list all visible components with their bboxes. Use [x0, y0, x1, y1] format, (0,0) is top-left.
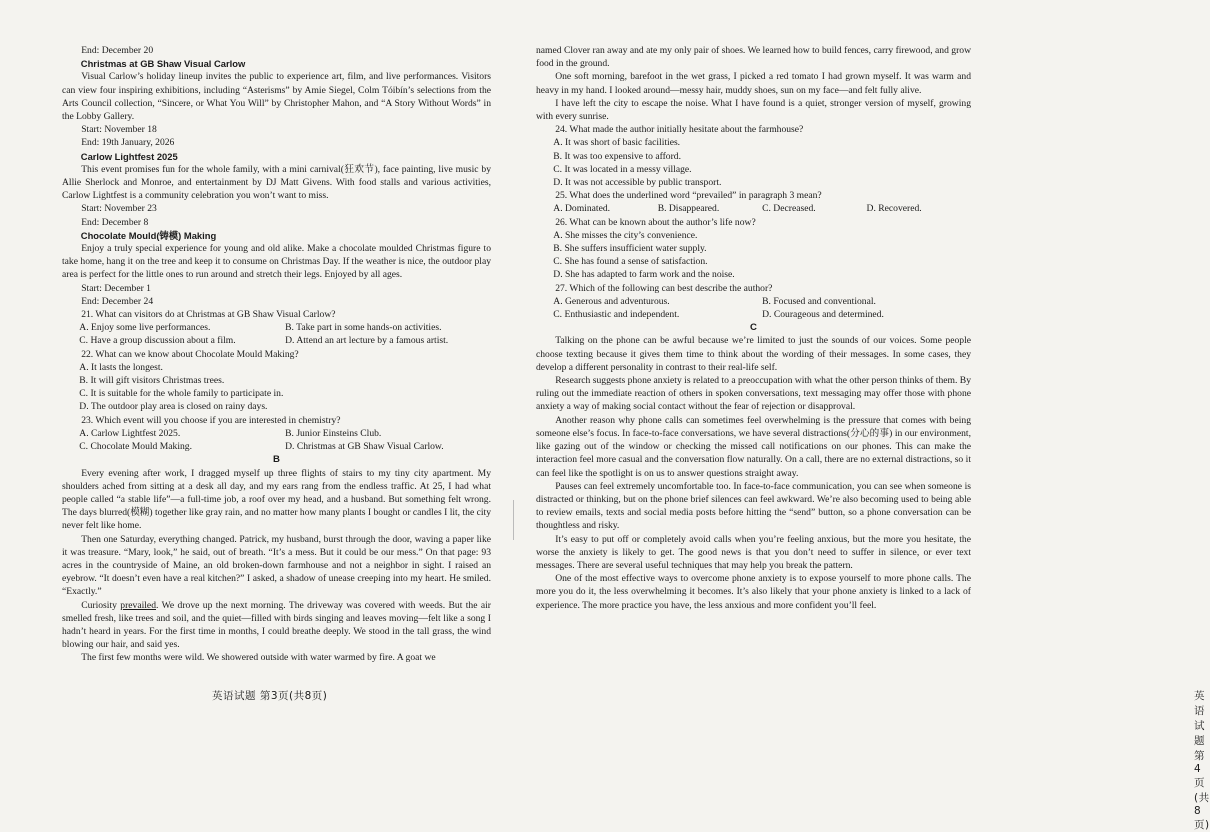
event-start: Start: November 18 — [81, 124, 157, 136]
passage-paragraph: Then one Saturday, everything changed. Patrick, my husband, burst through the door, waving a paper like it was treasure. “Mary, look,” he said, out of breath. “It’s a mess. But it could be our mess.” On that page: 93 acres in the countryside of Maine, an old broken-down farmhouse and not a neighbor in sight. I raised an eyebrow. “It doesn’t even have a real kitchen?” I asked, a shadow of unease creeping into my heart. He smiled. “Exactly.” — [62, 533, 491, 598]
event-end: End: December 24 — [81, 295, 154, 307]
section-c-heading: C — [750, 322, 757, 334]
option-c: C. She has found a sense of satisfaction. — [553, 256, 708, 268]
passage-paragraph: One soft morning, barefoot in the wet grass, I picked a red tomato I had grown myself. It was warm and heavy in my hand. I looked around—messy hair, muddy shoes, sun on my face—and felt fully alive. — [536, 71, 971, 96]
question-25-options — [536, 202, 971, 215]
passage-paragraph: The first few months were wild. We showered outside with water warmed by fire. A goat we — [81, 652, 436, 664]
option-d: D. Recovered. — [866, 203, 922, 215]
event-description: Enjoy a truly special experience for young and old alike. Make a chocolate moulded Christmas figure to take home, hang it on the tree and keep it to consume on Christmas Day. If the weather is nice, the outdoor play area is perfect for the little ones to run around and stretch their legs. Enjoyed by all ages. — [62, 243, 491, 281]
option-a: A. Carlow Lightfest 2025. — [79, 427, 181, 439]
passage-paragraph: Research suggests phone anxiety is related to a preoccupation with what the other person thinks of them. By ruling out the immediate reaction of others in spoken conversations, text messaging may offer those with phone anxiety a way of making social contact without the fear of rejection or disapproval. — [536, 375, 971, 413]
option-a: A. Dominated. — [553, 203, 611, 215]
option-d: D. Courageous and determined. — [762, 309, 884, 321]
passage-paragraph: Every evening after work, I dragged myself up three flights of stairs to my tiny city apartment. My shoulders ached from sitting at a desk all day, and my ears rang from the endless traffic. At 25, I had what people called “a stable life”—a full-time job, a roof over my head, and a husband. But something felt wrong. The days blurred(模糊) together like gray rain, and no matter how many plants I bought or candles I lit, the city never felt like home. — [62, 467, 491, 532]
page-footer: 英语试题 第3页(共8页) — [212, 690, 328, 702]
option-d: D. The outdoor play area is closed on rainy days. — [79, 401, 268, 413]
question-22: 22. What can we know about Chocolate Mould Making? — [81, 348, 299, 360]
option-c: C. Chocolate Mould Making. — [79, 441, 192, 453]
question-21: 21. What can visitors do at Christmas at GB Shaw Visual Carlow? — [81, 309, 336, 321]
option-a: A. It was short of basic facilities. — [553, 137, 681, 149]
passage-paragraph — [62, 599, 491, 652]
option-b: B. She suffers insufficient water supply. — [553, 243, 707, 255]
option-c: C. It is suitable for the whole family to participate in. — [79, 388, 284, 400]
passage-paragraph: Pauses can feel extremely uncomfortable too. In face-to-face communication, you can see when someone is distracted or thinking, but on the phone brief silences can feel awkward. We’re also becoming used to being able to review emails, texts and social media posts before hitting the “send” button, so a phone conversation can be thoughtless and risky. — [536, 480, 971, 532]
page-4 — [514, 0, 1210, 831]
page-4-text — [536, 44, 971, 612]
option-b: B. It was too expensive to afford. — [553, 150, 681, 162]
text-run: . We drove up the next morning. The driveway was covered with weeds. But the air smelled fresh, like trees and soil, and the quiet—filled with birds singing and leaves moving—felt like a song I hadn’t heard in years. For the first time in months, I could breathe deeply. We stood in the tall grass, the wind blowing our hair, and said yes. — [62, 599, 491, 651]
option-a: A. She misses the city’s convenience. — [553, 229, 698, 241]
text-run: Curiosity — [81, 599, 121, 611]
question-23-options — [62, 427, 491, 440]
option-c: C. Decreased. — [762, 203, 816, 215]
section-b-heading: B — [273, 454, 280, 466]
option-c: C. Have a group discussion about a film. — [79, 335, 236, 347]
option-a: A. Enjoy some live performances. — [79, 322, 211, 334]
question-24: 24. What made the author initially hesitate about the farmhouse? — [555, 124, 804, 136]
option-c: C. Enthusiastic and independent. — [553, 309, 680, 321]
event-title: Chocolate Mould(铸模) Making — [80, 229, 217, 241]
event-end: End: December 20 — [81, 45, 154, 56]
option-b: B. It will gift visitors Christmas trees. — [79, 375, 225, 387]
option-c: C. It was located in a messy village. — [553, 163, 692, 175]
event-title: Christmas at GB Shaw Visual Carlow — [80, 58, 246, 70]
question-27-options — [536, 308, 971, 321]
page-footer: 英语试题 第4页(共8页) — [1194, 690, 1210, 831]
event-end: End: December 8 — [81, 216, 149, 228]
question-23-options — [62, 440, 491, 453]
option-a: A. It lasts the longest. — [79, 361, 163, 373]
question-27-options — [536, 295, 971, 308]
option-d: D. Christmas at GB Shaw Visual Carlow. — [285, 441, 444, 453]
underlined-word: prevailed — [120, 599, 156, 611]
option-d: D. Attend an art lecture by a famous artist. — [285, 335, 449, 347]
question-26: 26. What can be known about the author’s life now? — [555, 216, 756, 228]
option-b: B. Junior Einsteins Club. — [285, 427, 382, 439]
event-title: Carlow Lightfest 2025 — [80, 150, 178, 162]
option-d: D. She has adapted to farm work and the noise. — [553, 269, 735, 281]
event-end: End: 19th January, 2026 — [81, 137, 175, 149]
passage-paragraph: It’s easy to put off or completely avoid calls when you’re feeling anxious, but the more you hesitate, the worse the anxiety is likely to get. The good news is that you don’t need to suffer in silence, or ever text messages. There are several useful techniques that may help you break the pattern. — [536, 533, 971, 571]
option-a: A. Generous and adventurous. — [553, 295, 670, 307]
option-d: D. It was not accessible by public transport. — [553, 177, 722, 189]
event-start: Start: December 1 — [81, 282, 151, 294]
question-21-options — [62, 321, 491, 334]
question-25: 25. What does the underlined word “prevailed” in paragraph 3 mean? — [555, 190, 822, 202]
passage-paragraph: One of the most effective ways to overcome phone anxiety is to expose yourself to more phone calls. The more you do it, the less overwhelming it becomes. It’s also likely that your phone anxiety is linked to a lack of experience. The more practice you have, the less anxious and more confident you’ll feel. — [536, 573, 971, 611]
event-description: This event promises fun for the whole family, with a mini carnival(狂欢节), face painting, live music by Allie Sherlock and Monroe, and entertainment by DJ Matt Givens. With food stalls and various activities, Carlow Lightfest is a community celebration you won’t want to miss. — [62, 163, 491, 202]
passage-paragraph: Another reason why phone calls can sometimes feel overwhelming is the pressure that comes with being someone else’s focus. In face-to-face conversations, we have several distractions(分心的事) in our environment, like gazing out of the window or checking the missed call notifications on our phones. This can make the interaction feel more casual and the conversation flow naturally. On a call, there are no external distractions, so it can feel like the spotlight is on us to answer questions straight away. — [536, 414, 971, 479]
page-3 — [0, 0, 513, 800]
event-description: Visual Carlow’s holiday lineup invites the public to experience art, film, and live performances. Visitors can view four inspiring exhibitions, including “Asterisms” by Amie Siegel, Colm Tóibín’s selections from the Arts Council collection, “Sincere, or What You Will” by Christopher Mahon, and “A Story Without Words” in the Lobby Gallery. — [62, 71, 491, 123]
passage-paragraph: named Clover ran away and ate my only pair of shoes. We learned how to build fences, carry firewood, and grow food in the ground. — [536, 45, 971, 70]
option-b: B. Take part in some hands-on activities. — [285, 322, 442, 334]
question-23: 23. Which event will you choose if you are interested in chemistry? — [81, 414, 341, 426]
passage-paragraph: I have left the city to escape the noise. What I have found is a quiet, stronger version of myself, growing with every sunrise. — [536, 97, 971, 123]
option-b: B. Focused and conventional. — [762, 295, 876, 307]
question-27: 27. Which of the following can best describe the author? — [555, 282, 773, 294]
page-3-text — [62, 44, 491, 665]
option-b: B. Disappeared. — [657, 203, 720, 215]
passage-paragraph: Talking on the phone can be awful because we’re limited to just the sounds of our voices. Some people choose texting because it gives them time to think about the wording of their messages. In some cases, they develop a different personality in contrast to their real-life self. — [536, 335, 971, 373]
event-start: Start: November 23 — [81, 203, 157, 215]
question-21-options — [62, 334, 491, 347]
